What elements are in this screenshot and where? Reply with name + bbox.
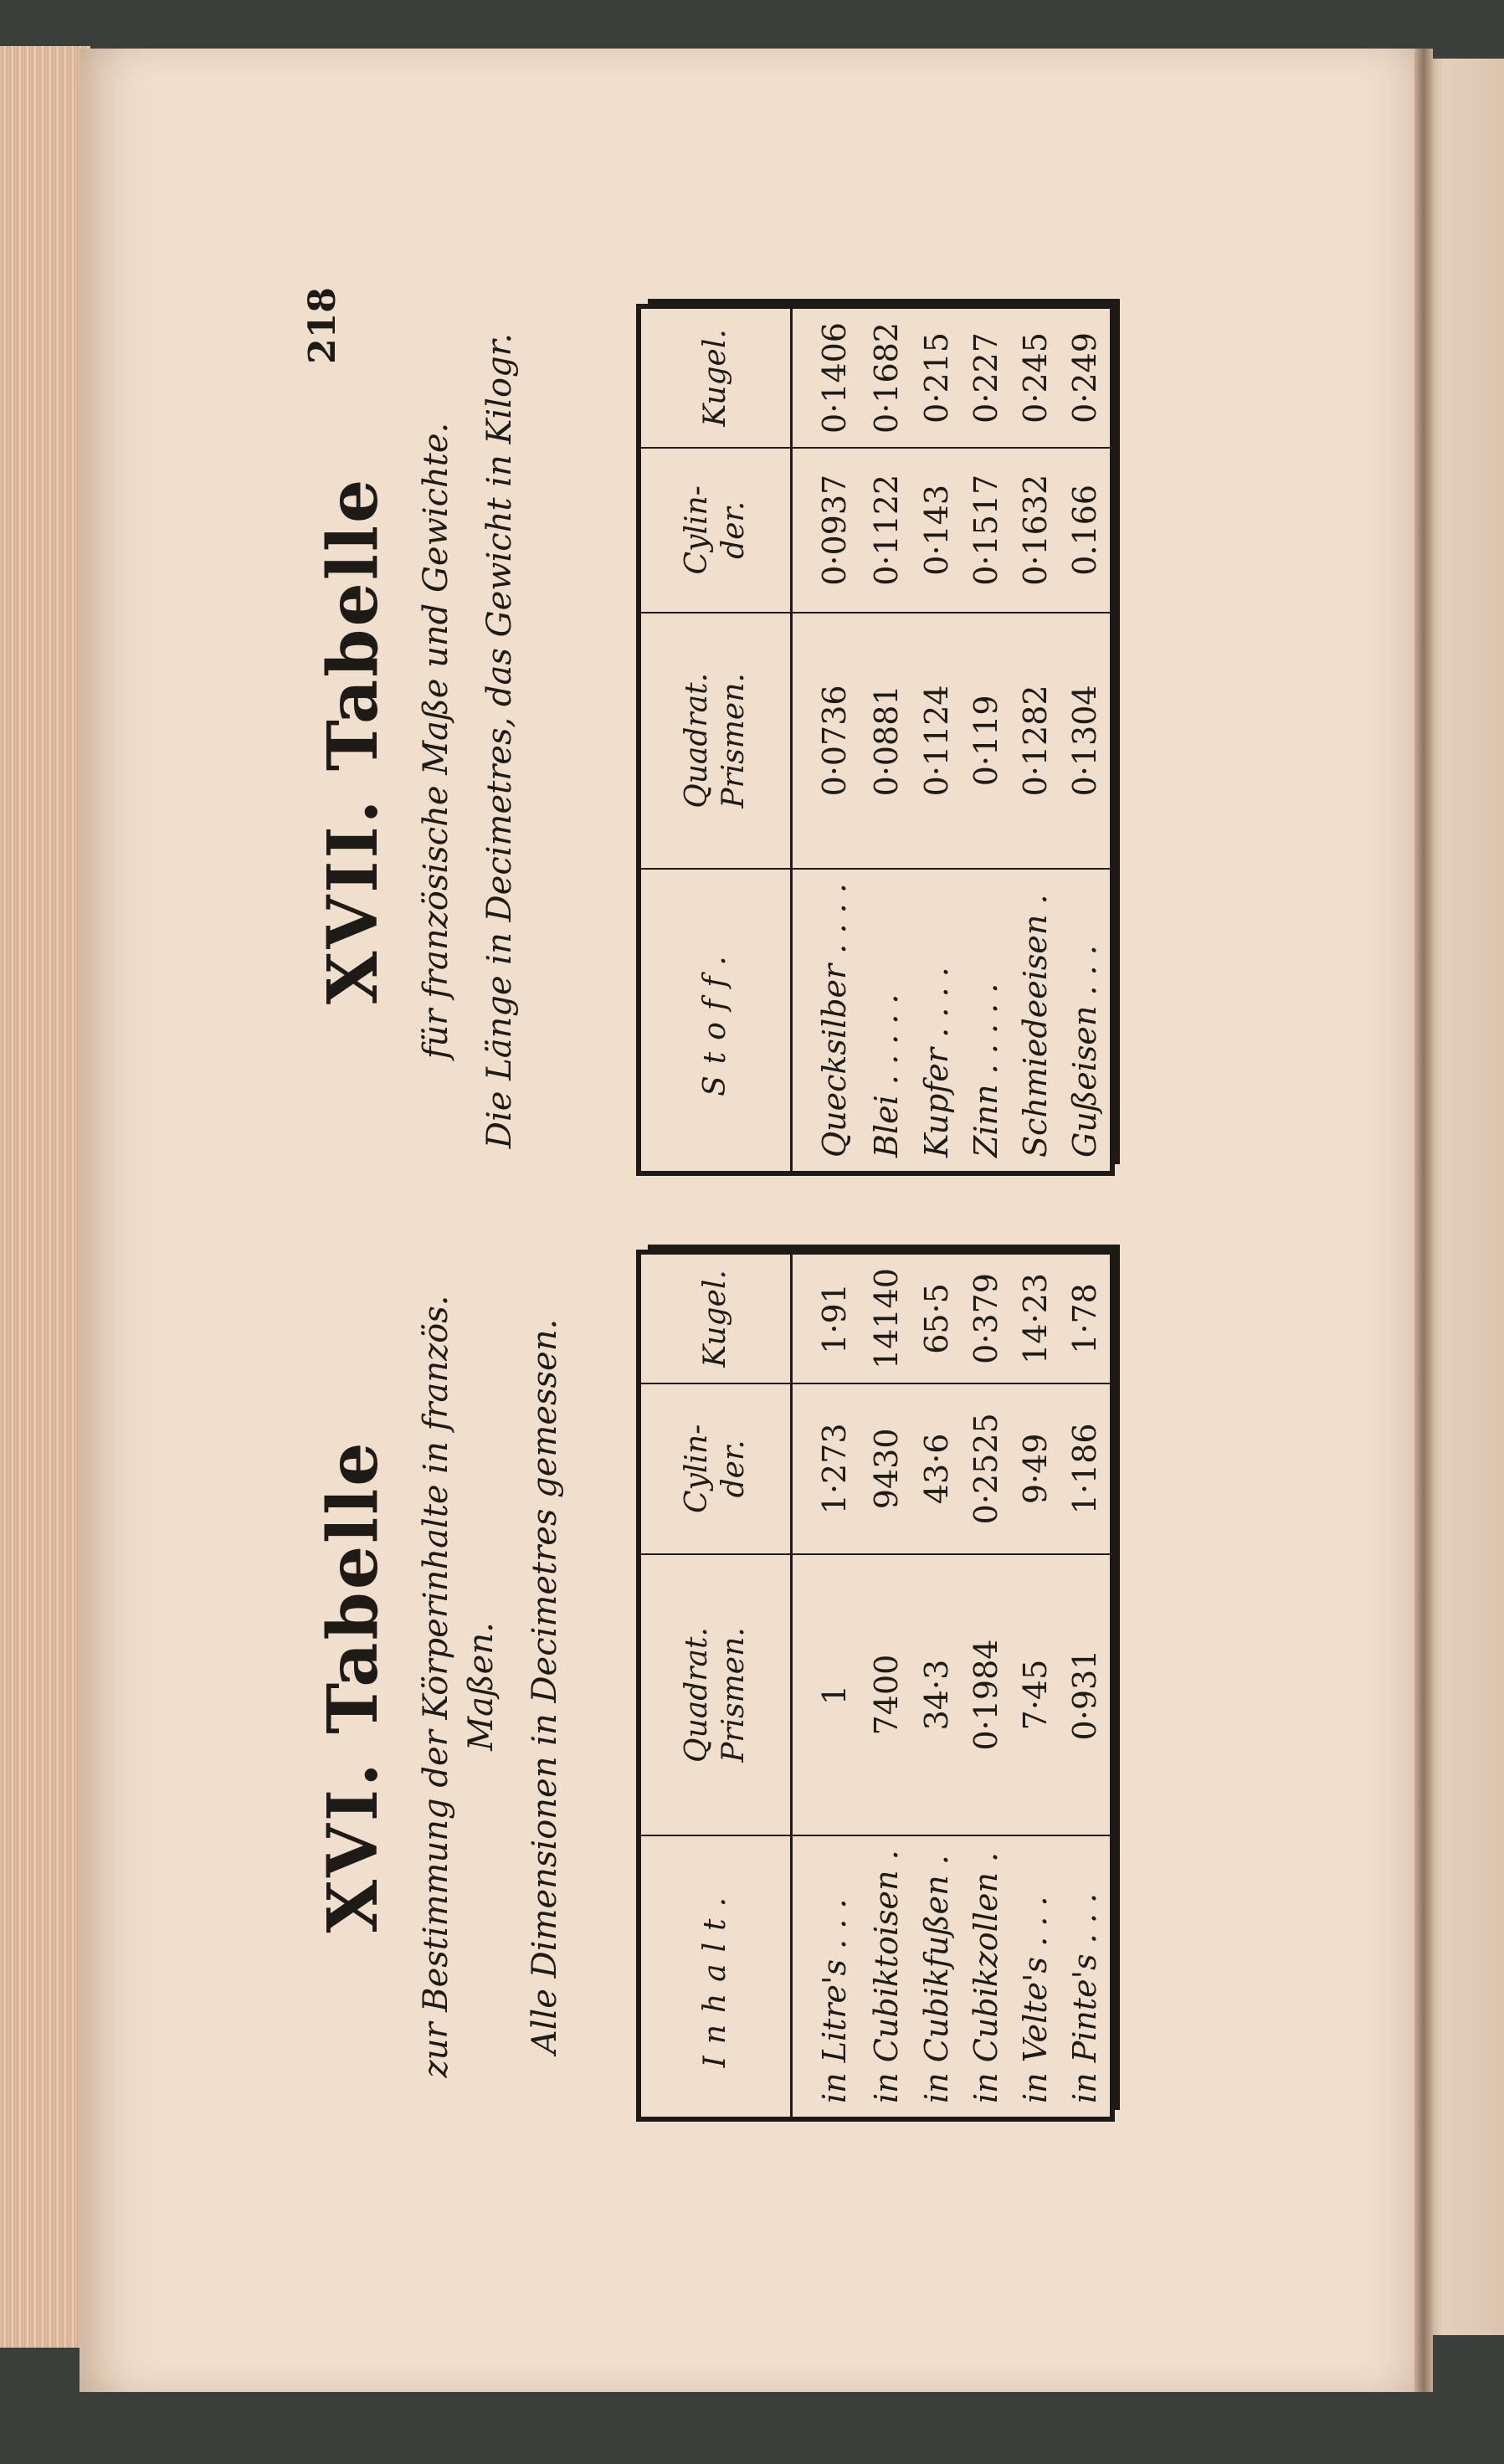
- row-label: Quecksilber . . . .: [816, 883, 854, 1158]
- cell: 0·0937: [792, 448, 862, 613]
- row-label: Kupfer . . . .: [917, 967, 955, 1158]
- table-row: [1010, 1255, 1060, 2117]
- table-17: [636, 304, 1115, 1176]
- table-row: [792, 1255, 862, 2117]
- cell: 0·2525: [961, 1383, 1010, 1554]
- cell: 0·1984: [961, 1554, 1010, 1836]
- table-16-header-content: Inhalt.: [641, 1835, 792, 2117]
- cell: 0·0736: [792, 613, 862, 870]
- row-label: in Cubikzollen .: [967, 1851, 1004, 2103]
- table-row: [862, 1255, 911, 2117]
- cell: 0·143: [911, 448, 961, 613]
- cell: 34·3: [911, 1554, 961, 1836]
- cell: 0·1406: [792, 309, 862, 448]
- cell: 1·78: [1060, 1255, 1110, 1383]
- cell: 0·0881: [862, 613, 911, 870]
- cell: 0·227: [961, 309, 1010, 448]
- table-16-header-cylinder: Cylin- der.: [641, 1383, 792, 1554]
- table-16-header-prism: Quadrat. Prismen.: [641, 1554, 792, 1836]
- table-row: [961, 1255, 1010, 2117]
- cell: 9430: [862, 1383, 911, 1554]
- row-label: in Litre's . . .: [816, 1898, 854, 2103]
- table-row: [1010, 309, 1060, 1171]
- cell: 1·186: [1060, 1383, 1110, 1554]
- row-label: in Velte's . . .: [1017, 1896, 1055, 2103]
- cell: 1·91: [792, 1255, 862, 1383]
- row-label: Zinn . . . . .: [967, 983, 1004, 1158]
- table-16-subtitle: zur Bestimmung der Körperinhalte in französ. Maßen.: [417, 1295, 500, 2078]
- table-16-note: Alle Dimensionen in Decimetres gemessen.: [526, 1318, 564, 2055]
- cell: 0·249: [1060, 309, 1110, 448]
- table-16: [636, 1250, 1115, 2122]
- row-label: in Pinte's . . .: [1066, 1892, 1104, 2103]
- row-label: Gußeisen . . .: [1066, 945, 1104, 1158]
- page-number: 218: [301, 287, 344, 364]
- table-17-section: [301, 297, 1104, 1184]
- table-17-title: XVII. Tabelle: [313, 476, 393, 1005]
- cell: 1: [792, 1554, 862, 1836]
- table-17-subtitle: für französische Maße und Gewichte.: [417, 422, 455, 1060]
- row-label: Schmiedeeisen .: [1017, 894, 1055, 1158]
- cell: 0·119: [961, 613, 1010, 870]
- book-gutter: [1414, 49, 1433, 2392]
- table-17-note: Die Länge in Decimetres, das Gewicht in Kilogr.: [480, 332, 519, 1149]
- table-row: [862, 309, 911, 1171]
- table-row: [911, 309, 961, 1171]
- cell: 0·1632: [1010, 448, 1060, 613]
- cell: 65·5: [911, 1255, 961, 1383]
- cell: 0·379: [961, 1255, 1010, 1383]
- table-row: [961, 309, 1010, 1171]
- cell: 0·1304: [1060, 613, 1110, 870]
- cell: 0·215: [911, 309, 961, 448]
- cell: 1·273: [792, 1383, 862, 1554]
- table-row: [1060, 309, 1110, 1171]
- table-17-header-cylinder: Cylin- der.: [641, 448, 792, 613]
- cell: 0·931: [1060, 1554, 1110, 1836]
- table-row: [792, 309, 862, 1171]
- cell: 0·1282: [1010, 613, 1060, 870]
- cell: 0·245: [1010, 309, 1060, 448]
- rotated-page-content: [301, 289, 1147, 2130]
- table-17-header-material: Stoff.: [641, 869, 792, 1171]
- table-16-section: [301, 1243, 1104, 2130]
- row-label: in Cubikfußen .: [917, 1855, 955, 2103]
- cell: 14·23: [1010, 1255, 1060, 1383]
- cell: 7·45: [1010, 1554, 1060, 1836]
- table-16-title: XVI. Tabelle: [313, 1440, 393, 1933]
- row-label: Blei . . . . .: [868, 993, 906, 1158]
- table-17-header-sphere: Kugel.: [641, 309, 792, 448]
- cell: 0·1517: [961, 448, 1010, 613]
- cell: 7400: [862, 1554, 911, 1836]
- cell: 0.166: [1060, 448, 1110, 613]
- table-17-header-prism: Quadrat. Prismen.: [641, 613, 792, 870]
- cell: 14140: [862, 1255, 911, 1383]
- cell: 0·1124: [911, 613, 961, 870]
- cell: 9·49: [1010, 1383, 1060, 1554]
- row-label: in Cubiktoisen .: [868, 1850, 906, 2103]
- table-16-header-sphere: Kugel.: [641, 1255, 792, 1383]
- cell: 43·6: [911, 1383, 961, 1554]
- table-row: [911, 1255, 961, 2117]
- next-page-edge: [1423, 59, 1504, 2335]
- page-edges: [0, 46, 90, 2348]
- cell: 0·1682: [862, 309, 911, 448]
- cell: 0·1122: [862, 448, 911, 613]
- table-row: [1060, 1255, 1110, 2117]
